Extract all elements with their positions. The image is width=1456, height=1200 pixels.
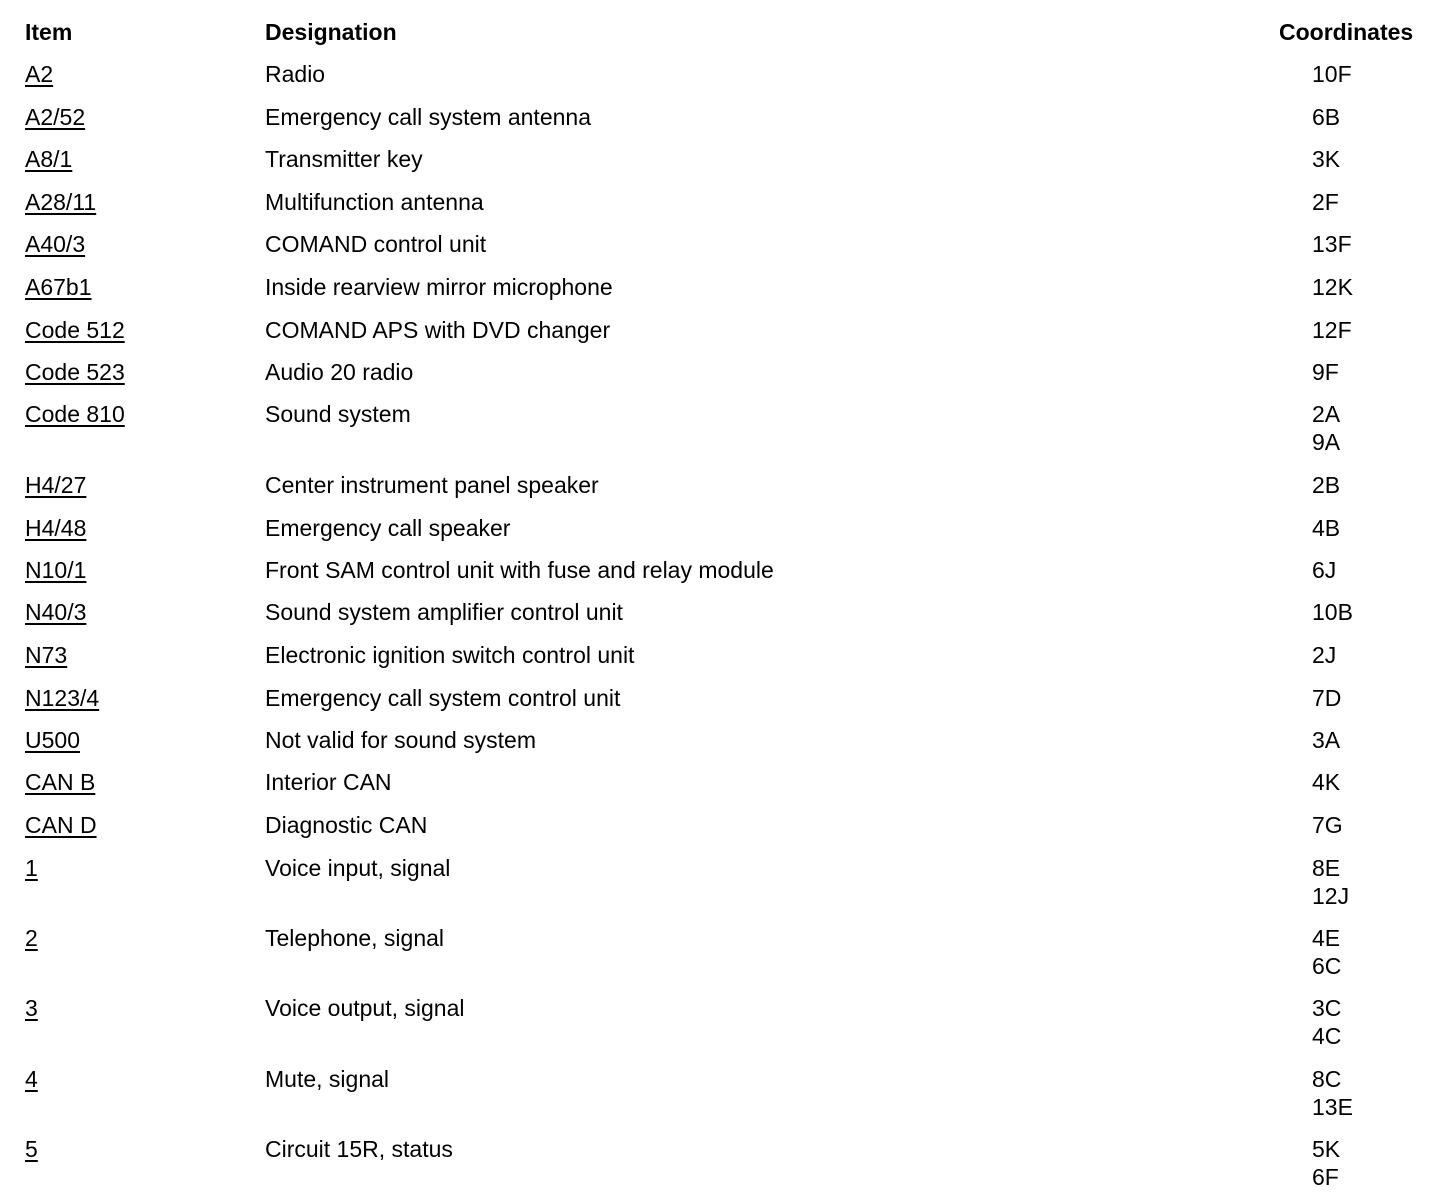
coordinate-value: 2A: [1312, 401, 1341, 427]
item-cell: [25, 358, 125, 386]
item-link[interactable]: N123/4: [25, 685, 100, 711]
designation-cell: Telephone, signal: [265, 925, 445, 951]
coordinate-value: 12K: [1312, 274, 1353, 300]
coordinates-cell: [1312, 316, 1352, 344]
coordinates-cell: [1312, 726, 1340, 754]
coordinates-cell: [1312, 598, 1353, 626]
designation-cell: Diagnostic CAN: [265, 812, 428, 838]
designation-cell: Center instrument panel speaker: [265, 472, 599, 498]
coordinate-value: 3C: [1312, 995, 1342, 1021]
coordinate-value: 4K: [1312, 769, 1341, 795]
item-cell: [25, 273, 92, 301]
coordinate-value: 2J: [1312, 642, 1337, 668]
designation-cell: Mute, signal: [265, 1066, 390, 1092]
coordinates-cell: [1312, 994, 1341, 1050]
designation-cell: Electronic ignition switch control unit: [265, 642, 635, 668]
coordinate-value: 3A: [1312, 727, 1341, 753]
item-link[interactable]: Code 810: [25, 401, 125, 427]
coordinate-value: 9A: [1312, 429, 1341, 455]
item-cell: [25, 641, 67, 669]
item-link[interactable]: CAN D: [25, 812, 97, 838]
coordinate-value: 13E: [1312, 1094, 1353, 1120]
item-link[interactable]: N40/3: [25, 599, 87, 625]
header-designation: Designation: [265, 19, 397, 45]
coordinate-value: 3K: [1312, 146, 1341, 172]
designation-cell: Front SAM control unit with fuse and relay module: [265, 557, 774, 583]
item-link[interactable]: A28/11: [25, 189, 97, 215]
coordinates-cell: [1312, 471, 1340, 499]
coordinate-value: 6J: [1312, 557, 1337, 583]
coordinate-value: 6B: [1312, 104, 1341, 130]
designation-cell: COMAND control unit: [265, 231, 487, 257]
designation-cell: COMAND APS with DVD changer: [265, 317, 611, 343]
item-cell: [25, 103, 85, 131]
item-cell: [25, 1065, 38, 1093]
item-link[interactable]: CAN B: [25, 769, 96, 795]
coordinate-value: 4C: [1312, 1023, 1342, 1049]
coordinates-cell: [1312, 811, 1343, 839]
item-link[interactable]: 3: [25, 995, 38, 1021]
header-coordinates: Coordinates: [1279, 19, 1414, 45]
item-cell: [25, 768, 95, 796]
header-item: Item: [25, 19, 73, 45]
designation-cell: Audio 20 radio: [265, 359, 414, 385]
item-cell: [25, 726, 80, 754]
coordinates-cell: [1312, 854, 1349, 910]
coordinates-cell: [1312, 188, 1339, 216]
designation-cell: Interior CAN: [265, 769, 392, 795]
item-link[interactable]: 4: [25, 1066, 38, 1092]
coordinates-cell: [1312, 103, 1340, 131]
item-cell: [25, 188, 96, 216]
coordinates-cell: [1312, 1135, 1340, 1191]
designation-cell: Not valid for sound system: [265, 727, 537, 753]
item-link[interactable]: Code 512: [25, 317, 125, 343]
item-cell: [25, 684, 99, 712]
coordinates-cell: [1312, 768, 1340, 796]
coordinate-value: 2F: [1312, 189, 1339, 215]
coordinate-value: 8C: [1312, 1066, 1342, 1092]
coordinate-value: 12J: [1312, 883, 1350, 909]
item-link[interactable]: H4/48: [25, 515, 87, 541]
item-link[interactable]: 5: [25, 1136, 38, 1162]
coordinate-value: 10B: [1312, 599, 1353, 625]
designation-cell: Circuit 15R, status: [265, 1136, 453, 1162]
item-link[interactable]: A40/3: [25, 231, 86, 257]
designation-cell: Emergency call system antenna: [265, 104, 591, 130]
coordinates-cell: [1312, 514, 1340, 542]
item-link[interactable]: N73: [25, 642, 68, 668]
designation-cell: Transmitter key: [265, 146, 423, 172]
coordinate-value: 10F: [1312, 61, 1352, 87]
item-cell: [25, 854, 38, 882]
item-link[interactable]: H4/27: [25, 472, 87, 498]
designation-cell: Voice output, signal: [265, 995, 465, 1021]
coordinate-value: 4B: [1312, 515, 1341, 541]
item-link[interactable]: A67b1: [25, 274, 92, 300]
coordinate-value: 12F: [1312, 317, 1352, 343]
coordinates-cell: [1312, 924, 1341, 980]
coordinate-value: 7G: [1312, 812, 1343, 838]
item-cell: [25, 994, 38, 1022]
item-cell: [25, 60, 53, 88]
item-cell: [25, 471, 86, 499]
item-link[interactable]: Code 523: [25, 359, 125, 385]
coordinates-cell: [1312, 273, 1353, 301]
coordinate-value: 5K: [1312, 1136, 1341, 1162]
item-link[interactable]: N10/1: [25, 557, 87, 583]
designation-cell: Emergency call speaker: [265, 515, 511, 541]
coordinates-cell: [1312, 230, 1352, 258]
item-cell: [25, 514, 86, 542]
designation-cell: Sound system amplifier control unit: [265, 599, 623, 625]
designation-cell: Voice input, signal: [265, 855, 451, 881]
coordinate-value: 7D: [1312, 685, 1342, 711]
designation-cell: Multifunction antenna: [265, 189, 484, 215]
designation-cell: Sound system: [265, 401, 411, 427]
item-link[interactable]: 1: [25, 855, 38, 881]
item-cell: [25, 556, 86, 584]
item-link[interactable]: 2: [25, 925, 38, 951]
item-cell: [25, 1135, 38, 1163]
designation-cell: Radio: [265, 61, 326, 87]
coordinates-cell: [1312, 400, 1340, 456]
item-link[interactable]: A2/52: [25, 104, 86, 130]
coordinates-cell: [1312, 60, 1352, 88]
coordinate-value: 6F: [1312, 1164, 1339, 1190]
item-link[interactable]: A2: [25, 61, 54, 87]
coordinates-cell: [1312, 684, 1341, 712]
coordinate-value: 13F: [1312, 231, 1352, 257]
coordinates-cell: [1312, 1065, 1353, 1121]
coordinate-value: 8E: [1312, 855, 1341, 881]
designation-cell: Inside rearview mirror microphone: [265, 274, 613, 300]
coordinate-value: 4E: [1312, 925, 1341, 951]
coordinate-value: 2B: [1312, 472, 1341, 498]
item-cell: [25, 924, 38, 952]
coordinates-cell: [1312, 145, 1340, 173]
item-cell: [25, 811, 97, 839]
item-link[interactable]: A8/1: [25, 146, 73, 172]
coordinates-cell: [1312, 358, 1339, 386]
coordinates-cell: [1312, 641, 1336, 669]
item-cell: [25, 400, 125, 428]
item-cell: [25, 145, 72, 173]
coordinates-cell: [1312, 556, 1336, 584]
designation-cell: Emergency call system control unit: [265, 685, 621, 711]
coordinate-value: 6C: [1312, 953, 1342, 979]
item-cell: [25, 230, 85, 258]
item-cell: [25, 598, 86, 626]
item-link[interactable]: U500: [25, 727, 80, 753]
item-cell: [25, 316, 125, 344]
coordinate-value: 9F: [1312, 359, 1339, 385]
